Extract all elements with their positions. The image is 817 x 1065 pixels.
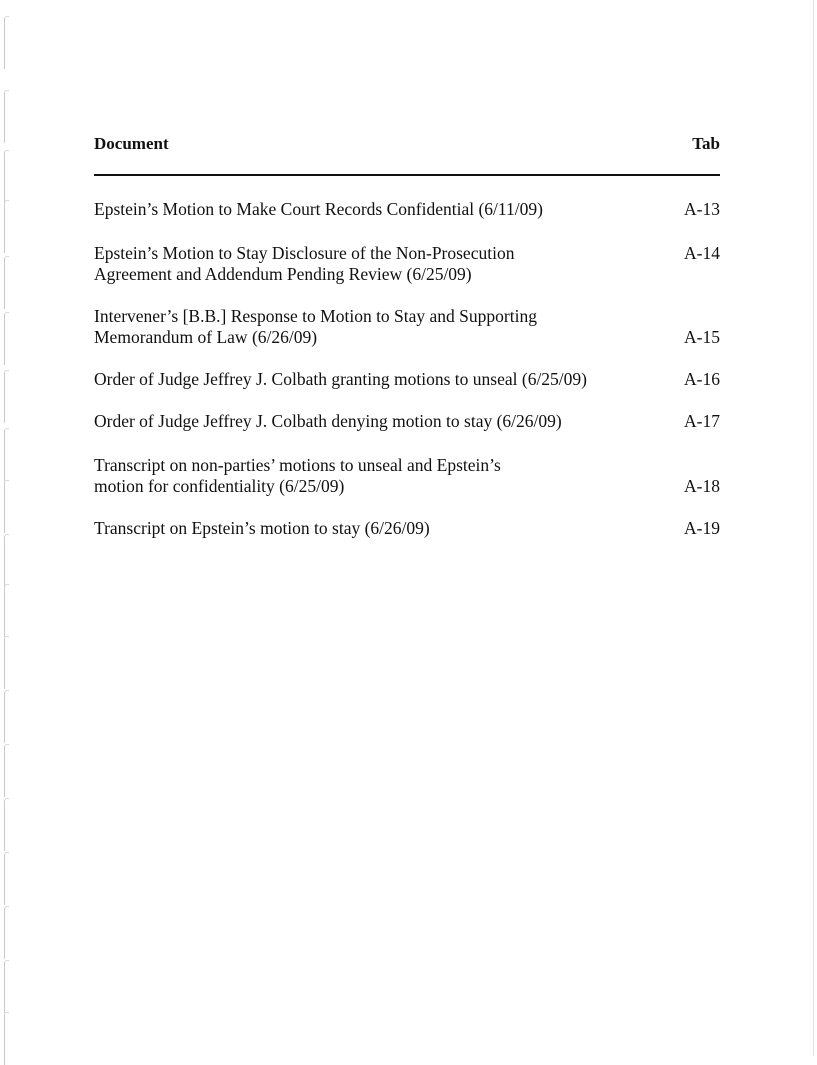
document-title <box>94 369 634 390</box>
document-column-header: Document <box>94 134 169 153</box>
document-title <box>94 518 634 539</box>
tab-column-header: Tab <box>692 134 720 153</box>
tab-number: A-14 <box>684 243 720 263</box>
document-title-line: Agreement and Addendum Pending Review (6/25/09) <box>94 264 472 284</box>
document-title-line: Memorandum of Law (6/26/09) <box>94 327 318 347</box>
document-title <box>94 306 634 348</box>
document-title <box>94 243 634 285</box>
document-title <box>94 199 634 220</box>
document-title-line: Epstein’s Motion to Make Court Records Confidential (6/11/09) <box>94 199 543 219</box>
tab-number: A-15 <box>684 327 720 347</box>
document-title-line: Order of Judge Jeffrey J. Colbath denying motion to stay (6/26/09) <box>94 411 562 431</box>
document-title-line: Transcript on non-parties’ motions to unseal and Epstein’s <box>94 455 501 475</box>
tab-number: A-19 <box>684 518 720 538</box>
document-title-line: Order of Judge Jeffrey J. Colbath granting motions to unseal (6/25/09) <box>94 369 587 389</box>
tab-number: A-18 <box>684 476 720 496</box>
tab-number: A-13 <box>684 199 720 219</box>
document-title-line: Transcript on Epstein’s motion to stay (6/26/09) <box>94 518 430 538</box>
page-edge <box>813 0 814 1056</box>
tab-number: A-16 <box>684 369 720 389</box>
document-title-line: Intervener’s [B.B.] Response to Motion to Stay and Supporting <box>94 306 537 326</box>
document-title-line: motion for confidentiality (6/25/09) <box>94 476 345 496</box>
document-title <box>94 411 634 432</box>
header-rule <box>94 174 720 176</box>
table-header <box>94 134 720 158</box>
binder-tab-marks <box>0 0 20 1056</box>
document-title <box>94 455 634 497</box>
document-title-line: Epstein’s Motion to Stay Disclosure of the Non-Prosecution <box>94 243 515 263</box>
tab-number: A-17 <box>684 411 720 431</box>
